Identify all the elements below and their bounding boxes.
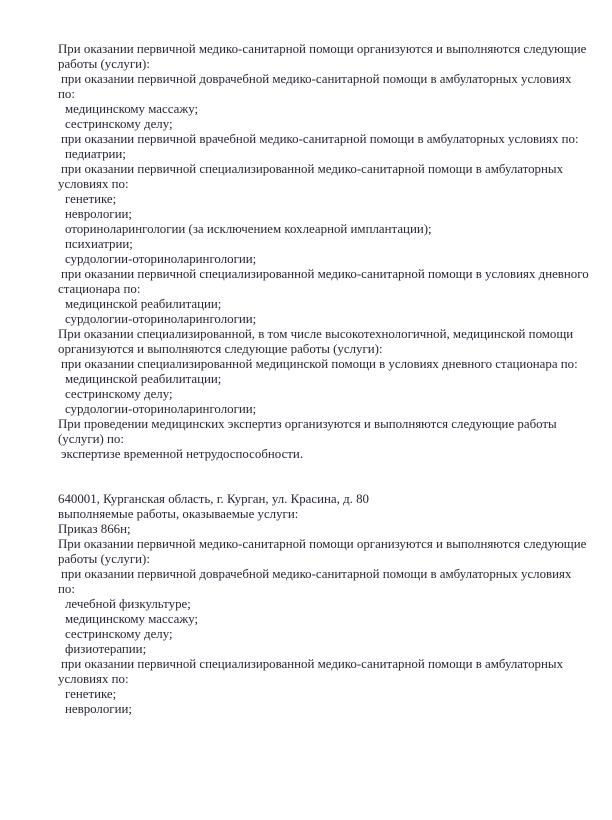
text-line: сурдологии-оториноларингологии; — [65, 312, 257, 326]
text-line: при оказании первичной специализированной медико-санитарной помощи в амбулаторных — [61, 657, 564, 671]
text-line: при оказании первичной доврачебной медико-санитарной помощи в амбулаторных условиях — [61, 72, 572, 86]
text-line: медицинской реабилитации; — [65, 297, 222, 311]
text-line: (услуги) по: — [58, 432, 124, 446]
text-line: при оказании первичной врачебной медико-санитарной помощи в амбулаторных условиях по: — [61, 132, 579, 146]
text-line: стационара по: — [58, 282, 141, 296]
text-line: При проведении медицинских экспертиз организуются и выполняются следующие работы — [58, 417, 557, 431]
text-line: работы (услуги): — [58, 57, 150, 71]
text-line: условиях по: — [58, 177, 129, 191]
text-line: при оказании первичной специализированной медико-санитарной помощи в амбулаторных — [61, 162, 564, 176]
text-line: при оказании специализированной медицинской помощи в условиях дневного стационара по: — [61, 357, 578, 371]
text-line: сурдологии-оториноларингологии; — [65, 402, 257, 416]
text-line: выполняемые работы, оказываемые услуги: — [58, 507, 299, 521]
text-line: неврологии; — [65, 702, 132, 716]
text-line: педиатрии; — [65, 147, 126, 161]
text-line: при оказании первичной доврачебной медико-санитарной помощи в амбулаторных условиях — [61, 567, 572, 581]
text-line: организуются и выполняются следующие работы (услуги): — [58, 342, 383, 356]
text-line: неврологии; — [65, 207, 132, 221]
text-line: При оказании специализированной, в том числе высокотехнологичной, медицинской помощи — [58, 327, 574, 341]
text-line: работы (услуги): — [58, 552, 150, 566]
text-line: экспертизе временной нетрудоспособности. — [61, 447, 304, 461]
text-line: медицинской реабилитации; — [65, 372, 222, 386]
text-line: 640001, Курганская область, г. Курган, ул. Красина, д. 80 — [58, 492, 369, 506]
blank-line — [58, 462, 580, 477]
text-line: Приказ 866н; — [58, 522, 131, 536]
text-line: лечебной физкультуре; — [65, 597, 191, 611]
text-line: сурдологии-оториноларингологии; — [65, 252, 257, 266]
text-line: генетике; — [65, 687, 117, 701]
text-line: сестринскому делу; — [65, 627, 173, 641]
text-line: по: — [58, 87, 75, 101]
text-line: генетике; — [65, 192, 117, 206]
text-line: оториноларингологии (за исключением кохлеарной имплантации); — [65, 222, 432, 236]
text-line: психиатрии; — [65, 237, 133, 251]
text-line: медицинскому массажу; — [65, 102, 199, 116]
text-line: условиях по: — [58, 672, 129, 686]
text-line: При оказании первичной медико-санитарной помощи организуются и выполняются следующие — [58, 537, 587, 551]
text-line: сестринскому делу; — [65, 387, 173, 401]
blank-line — [58, 477, 580, 492]
text-line: при оказании первичной специализированной медико-санитарной помощи в условиях дневного — [61, 267, 589, 281]
text-line: сестринскому делу; — [65, 117, 173, 131]
text-line: При оказании первичной медико-санитарной помощи организуются и выполняются следующие — [58, 42, 587, 56]
document-text — [58, 42, 589, 717]
text-line: медицинскому массажу; — [65, 612, 199, 626]
text-line: физиотерапии; — [65, 642, 147, 656]
text-line: по: — [58, 582, 75, 596]
